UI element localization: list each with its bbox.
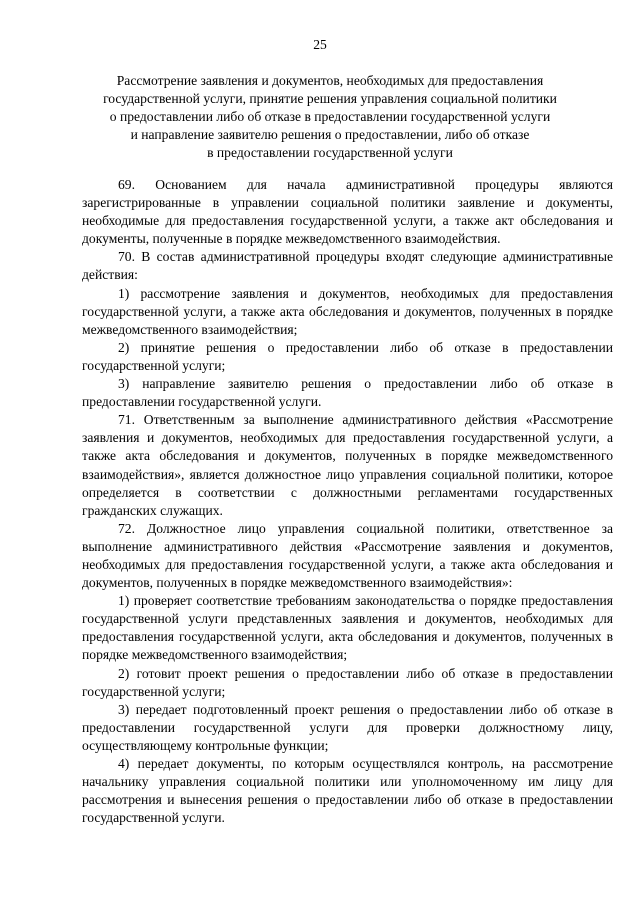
paragraph-71: 71. Ответственным за выполнение административного действия «Рассмотрение заявления и документов, необходимых для предоставления государственной услуги, а также акта обследования и документов, полученных в порядке межведомственного взаимодействия», является должностное лицо управления социальной политики, которое определяется в соответствии с должностными регламентами государственных гражданских служащих. [82, 412, 613, 518]
paragraph-69: 69. Основанием для начала административной процедуры являются зарегистрированные в управлении социальной политики заявление и документы, необходимые для предоставления государственной услуги, а также акт обследования и документы, полученные в порядке межведомственного взаимодействия. [82, 177, 613, 247]
list-item-70-1: 1) рассмотрение заявления и документов, необходимых для предоставления государственной услуги, а также акта обследования и документов, полученных в порядке межведомственного взаимодействия; [82, 285, 613, 337]
list-item-72-4: 4) передает документы, по которым осуществлялся контроль, на рассмотрение начальнику управления социальной политики или уполномоченному им лицу для рассмотрения и вынесения решения о предоставлении либо об отказе в предоставлении государственной услуги. [82, 756, 613, 826]
heading-line: в предоставлении государственной услуги [207, 145, 453, 161]
paragraph-72: 72. Должностное лицо управления социальной политики, ответственное за выполнение административного действия «Рассмотрение заявления и документов, необходимых для предоставления государственной услуги, а также акта обследования и документов, полученных в порядке межведомственного взаимодействия»: [82, 520, 613, 591]
heading-line: Рассмотрение заявления и документов, необходимых для предоставления [116, 73, 544, 88]
heading-line: о предоставлении либо об отказе в предоставлении государственной услуги [109, 109, 551, 125]
list-item-72-2: 2) готовит проект решения о предоставлении либо об отказе в предоставлении государственной услуги; [82, 665, 613, 699]
section-heading [80, 72, 580, 162]
document-body [82, 176, 613, 827]
paragraph-70: 70. В состав административной процедуры входят следующие административные действия: [82, 249, 613, 283]
list-item-72-3: 3) передает подготовленный проект решения о предоставлении либо об отказе в предоставлении государственной услуги для проверки должностному лицу, осуществляющему контрольные функции; [82, 701, 613, 753]
list-item-70-3: 3) направление заявителю решения о предоставлении либо об отказе в предоставлении государственной услуги. [82, 376, 613, 410]
list-item-72-1: 1) проверяет соответствие требованиям законодательства о порядке предоставления государственной услуги представленных заявления и документов, необходимых для предоставления государственной услуги, акта обследования и документов, полученных в порядке межведомственного взаимодействия; [82, 593, 613, 663]
heading-line: и направление заявителю решения о предоставлении, либо об отказе [130, 127, 530, 143]
list-item-70-2: 2) принятие решения о предоставлении либо об отказе в предоставлении государственной услуги; [82, 339, 613, 373]
page-number: 25 [313, 37, 327, 52]
heading-line: государственной услуги, принятие решения управления социальной политики [103, 91, 557, 107]
